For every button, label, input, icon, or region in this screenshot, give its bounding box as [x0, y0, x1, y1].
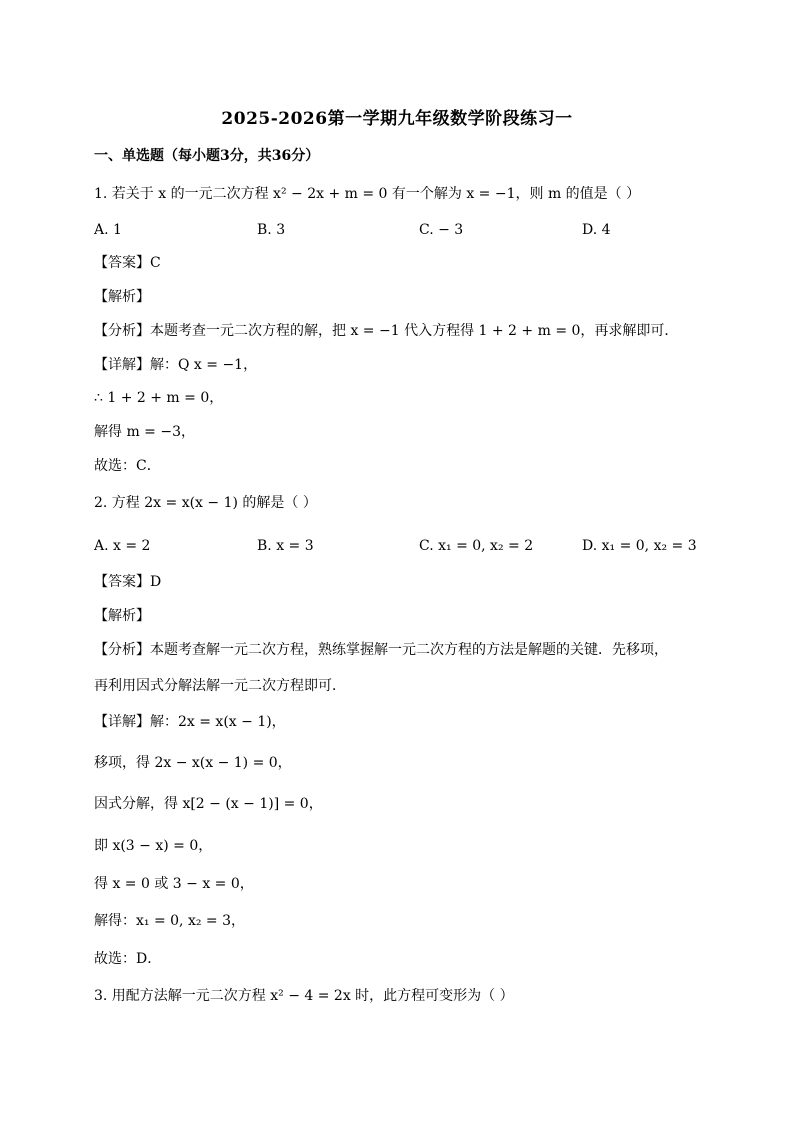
- question-2-stem: 2. 方程 2x = x(x − 1) 的解是（ ）: [94, 495, 317, 511]
- question-2-option-c: C. x₁ = 0, x₂ = 2: [419, 538, 534, 554]
- question-1-analysis-line: ∴ 1 + 2 + m = 0，: [94, 390, 224, 406]
- question-2-option-d: D. x₁ = 0, x₂ = 3: [582, 538, 697, 554]
- question-2-analysis-label: 【解析】: [94, 608, 150, 624]
- question-1-option-c: C. − 3: [419, 222, 464, 238]
- question-2-analysis-line: 解得：x₁ = 0, x₂ = 3，: [94, 913, 245, 929]
- question-1-answer: 【答案】C: [94, 255, 161, 271]
- question-2-answer: 【答案】D: [94, 574, 162, 590]
- section-heading: 一、单选题（每小题3分，共36分）: [94, 148, 320, 164]
- question-2-analysis-line: 得 x = 0 或 3 − x = 0，: [94, 876, 254, 892]
- question-2-analysis-line: 即 x(3 − x) = 0，: [94, 838, 213, 854]
- document-title: 2025-2026第一学期九年级数学阶段练习一: [221, 109, 573, 129]
- question-1-stem: 1. 若关于 x 的一元二次方程 x² − 2x + m = 0 有一个解为 x = −1，则 m 的值是（ ）: [94, 186, 641, 202]
- question-2-option-b: B. x = 3: [257, 538, 314, 554]
- question-2-analysis-line: 因式分解，得 x[2 − (x − 1)] = 0，: [94, 796, 323, 812]
- question-2-analysis-line: 【详解】解：2x = x(x − 1)，: [94, 714, 286, 730]
- question-1-option-b: B. 3: [257, 222, 286, 238]
- question-3-stem: 3. 用配方法解一元二次方程 x² − 4 = 2x 时，此方程可变形为（ ）: [94, 988, 514, 1004]
- question-2-analysis-line: 再利用因式分解法解一元二次方程即可．: [94, 678, 346, 694]
- question-2-analysis-line: 【分析】本题考查解一元二次方程，熟练掌握解一元二次方程的方法是解题的关键．先移项，: [94, 642, 668, 658]
- question-2-analysis-line: 故选：D．: [94, 951, 162, 967]
- question-1-analysis-line: 【分析】本题考查一元二次方程的解，把 x = −1 代入方程得 1 + 2 + m = 0，再求解即可．: [94, 323, 679, 339]
- question-1-analysis-line: 故选：C．: [94, 458, 161, 474]
- question-1-option-a: A. 1: [94, 222, 122, 238]
- question-2-option-a: A. x = 2: [94, 538, 151, 554]
- question-2-analysis-line: 移项，得 2x − x(x − 1) = 0，: [94, 755, 292, 771]
- question-1-analysis-label: 【解析】: [94, 289, 150, 305]
- question-1-option-d: D. 4: [582, 222, 611, 238]
- question-1-analysis-line: 【详解】解：Q x = −1，: [94, 357, 258, 373]
- question-1-analysis-line: 解得 m = −3，: [94, 424, 195, 440]
